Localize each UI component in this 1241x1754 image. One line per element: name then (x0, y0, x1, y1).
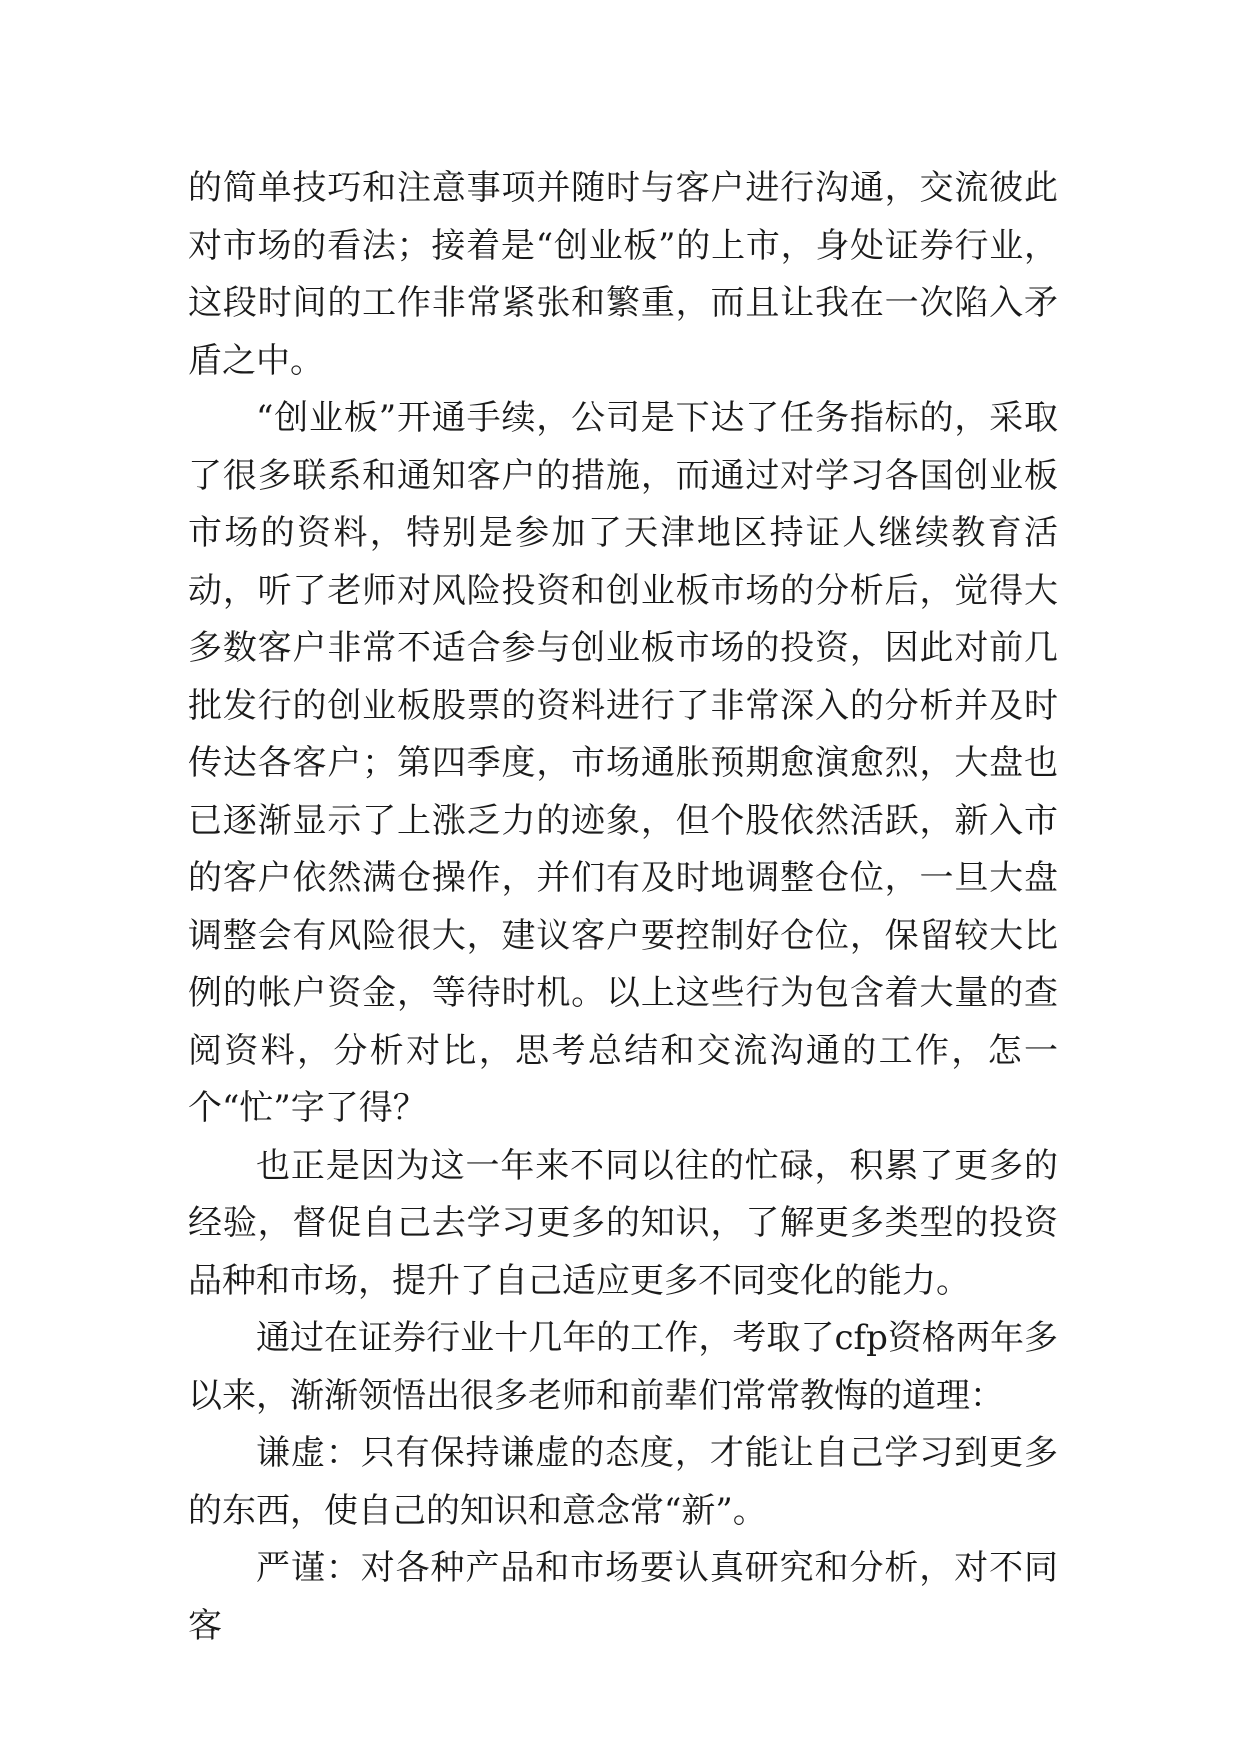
paragraph-experience: 也正是因为这一年来不同以往的忙碌，积累了更多的经验，督促自己去学习更多的知识，了解更多类型的投资品种和市场，提升了自己适应更多不同变化的能力。 (188, 1145, 1058, 1301)
paragraph-continuation: 的简单技巧和注意事项并随时与客户进行沟通，交流彼此对市场的看法；接着是“创业板”的上市，身处证券行业，这段时间的工作非常紧张和繁重，而且让我在一次陷入矛盾之中。 (188, 168, 1058, 381)
document-body (188, 160, 1058, 1655)
paragraph-humility: 谦虚：只有保持谦虚的态度，才能让自己学习到更多的东西，使自己的知识和意念常“新”。 (188, 1433, 1058, 1531)
paragraph-rigor: 严谨：对各种产品和市场要认真研究和分析，对不同客 (188, 1548, 1058, 1646)
paragraph-growth-board: “创业板”开通手续，公司是下达了任务指标的，采取了很多联系和通知客户的措施，而通过对学习各国创业板市场的资料，特别是参加了天津地区持证人继续教育活动，听了老师对风险投资和创业板市场的分析后，觉得大多数客户非常不适合参与创业板市场的投资，因此对前几批发行的创业板股票的资料进行了非常深入的分析并及时传达各客户；第四季度，市场通胀预期愈演愈烈，大盘也已逐渐显示了上涨乏力的迹象，但个股依然活跃，新入市的客户依然满仓操作，并们有及时地调整仓位，一旦大盘调整会有风险很大，建议客户要控制好仓位，保留较大比例的帐户资金，等待时机。以上这些行为包含着大量的查阅资料，分析对比，思考总结和交流沟通的工作，怎一个“忙”字了得？ (188, 398, 1058, 1128)
paragraph-career: 通过在证券行业十几年的工作，考取了cfp资格两年多以来，渐渐领悟出很多老师和前辈们常常教悔的道理： (188, 1318, 1058, 1416)
